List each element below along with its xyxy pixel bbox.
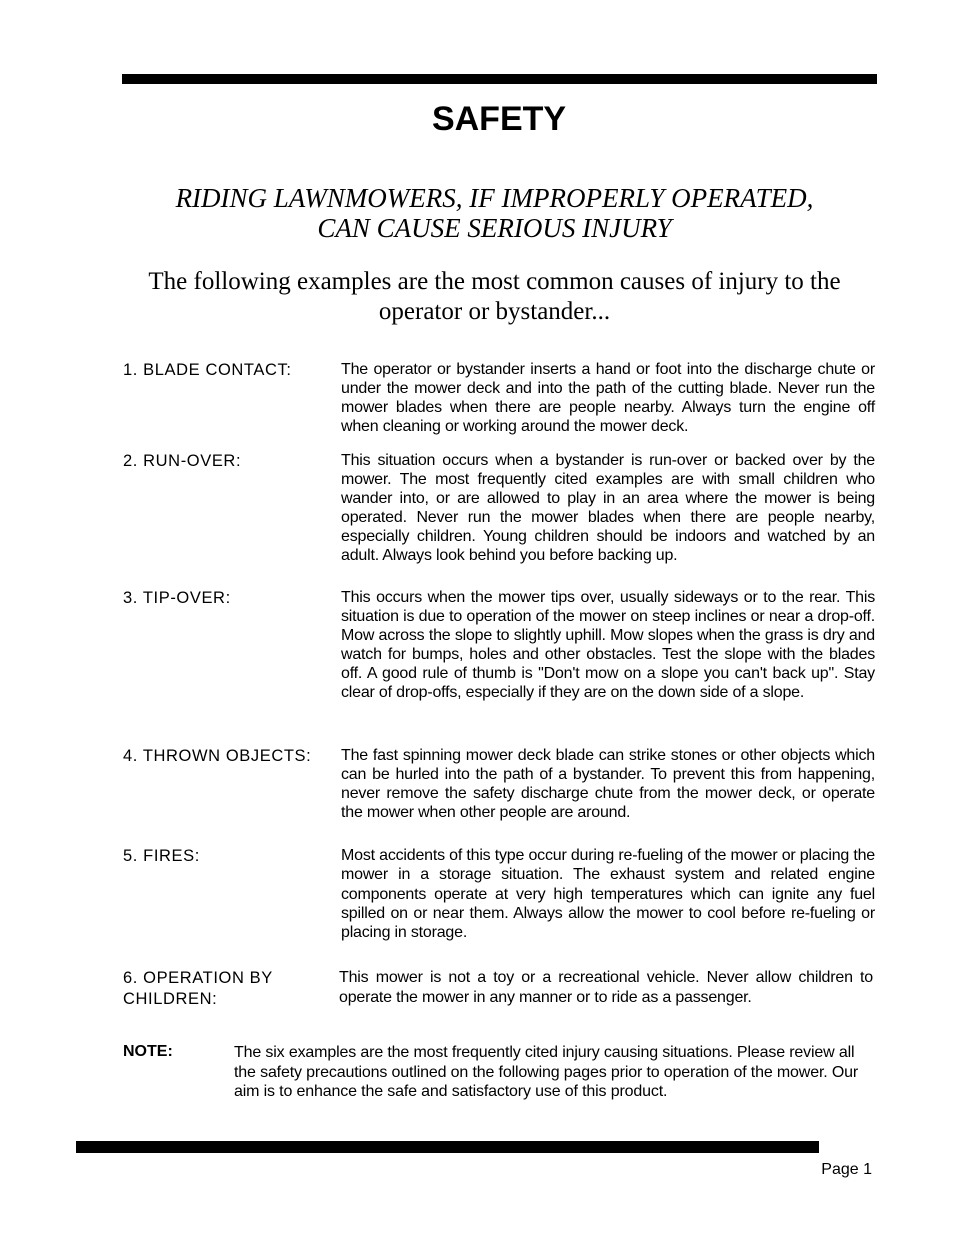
hazard-label: 3. TIP-OVER: <box>123 589 231 607</box>
note-label: NOTE: <box>123 1043 173 1060</box>
hazard-label: 6. OPERATION BY CHILDREN: <box>123 969 273 1008</box>
bottom-rule <box>76 1141 819 1153</box>
intro-line-1: The following examples are the most common causes of injury to the <box>148 268 841 295</box>
hazard-description: This occurs when the mower tips over, usually sideways or to the rear. This situation is due to operation of the mower on steep inclines or near a drop-off. Mow across the slope to slightly uphill. Mow slopes when the grass is dry and watch for bumps, holes and other obstacles. Test the slope with the blades off. A good rule of thumb is "Don't mow on a slope you can't back up". Stay clear of drop-offs, especially if they are on the down side of a slope. <box>341 589 875 701</box>
note-text: The six examples are the most frequently cited injury causing situations. Please review all the safety precautions outlined on the following pages prior to operation of the mower. Our aim is to enhance the safe and satisfactory use of this product. <box>234 1044 859 1100</box>
page-title: SAFETY <box>431 100 567 138</box>
hazard-description: The fast spinning mower deck blade can strike stones or other objects which can be hurled into the path of a bystander. To prevent this from happening, never remove the safety discharge chute from the mower deck, or operate the mower when other people are around. <box>341 747 875 821</box>
hazard-label: 2. RUN-OVER: <box>123 452 242 470</box>
warning-line-1: RIDING LAWNMOWERS, IF IMPROPERLY OPERATED, <box>175 183 814 213</box>
hazard-label: 5. FIRES: <box>123 847 200 865</box>
top-rule <box>122 74 877 84</box>
intro-text <box>122 267 867 327</box>
hazard-description: Most accidents of this type occur during re-fueling of the mower or placing the mower in a storage situation. The exhaust system and related engine components operate at very high temperatures which can ignite any fuel spilled on or near them. Always allow the mower to cool before re-fueling or placing in storage. <box>341 847 875 942</box>
hazard-label: 1. BLADE CONTACT: <box>123 361 292 379</box>
hazard-label: 4. THROWN OBJECTS: <box>123 747 312 765</box>
warning-heading <box>122 183 867 243</box>
warning-line-2: CAN CAUSE SERIOUS INJURY <box>317 213 672 243</box>
hazard-description: This mower is not a toy or a recreational vehicle. Never allow children to operate the mower in any manner or to ride as a passenger. <box>339 969 873 1006</box>
intro-line-2: operator or bystander... <box>378 298 611 325</box>
hazard-description: This situation occurs when a bystander is run-over or backed over by the mower. The most frequently cited examples are with small children who wander into, or are allowed to play in an area where the mower is being operated. Never run the mower blades when there are people nearby, especially children. Young children should be indoors and watched by an adult. Always look behind you before backing up. <box>341 452 875 564</box>
page-number: Page 1 <box>821 1161 872 1178</box>
hazard-description: The operator or bystander inserts a hand or foot into the discharge chute or under the mower deck and into the path of the cutting blade. Never run the mower blades when there are people nearby. Always turn the engine off when cleaning or working around the mower deck. <box>341 361 875 435</box>
